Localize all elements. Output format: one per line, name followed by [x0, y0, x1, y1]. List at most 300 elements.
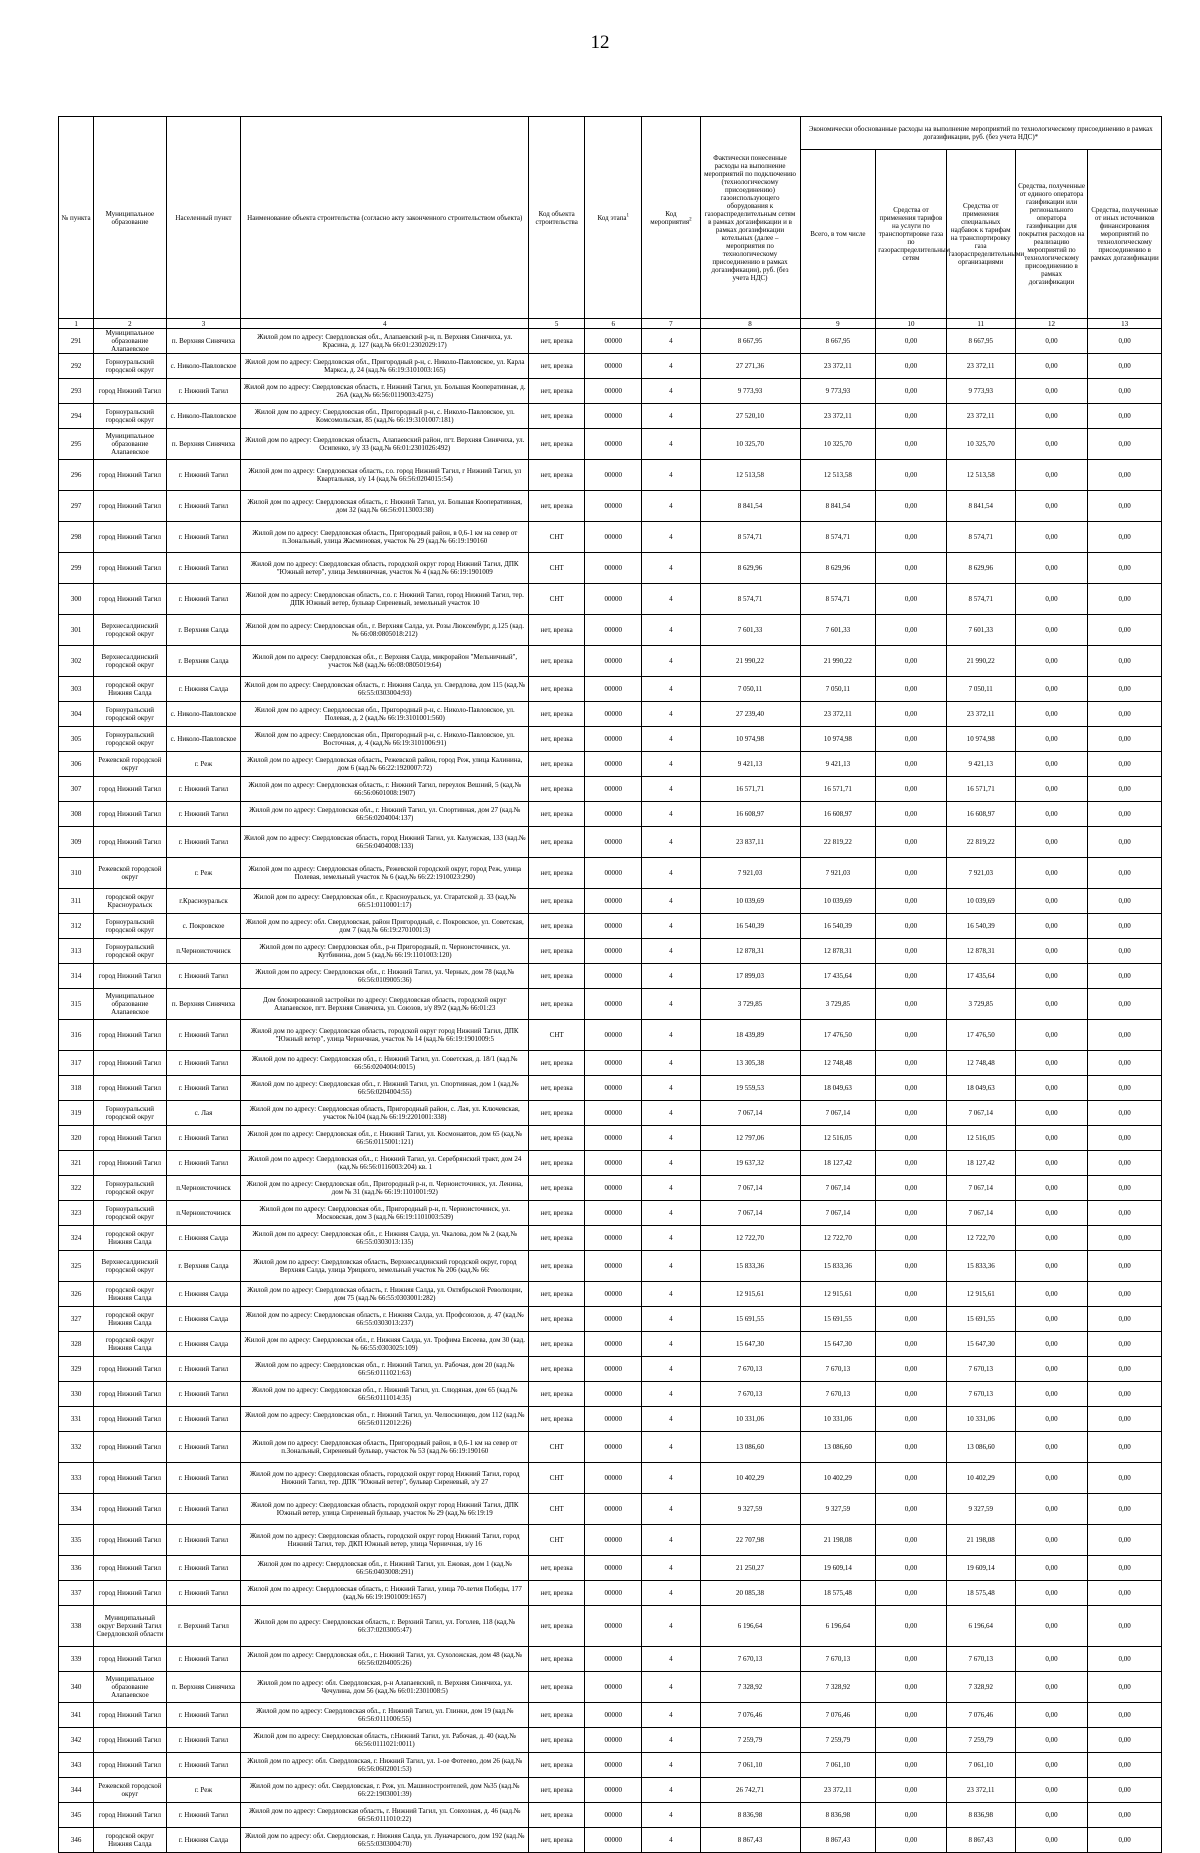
cell-stage-code: 00000 [585, 429, 642, 460]
cell-operator-funds: 0,00 [1015, 1407, 1088, 1432]
cell-object-code: нет, врезка [529, 1282, 585, 1307]
cell-actual-expenses: 7 067,14 [700, 1201, 800, 1226]
cell-num: 341 [59, 1703, 94, 1728]
cell-actual-expenses: 7 067,14 [700, 1101, 800, 1126]
cell-municipality: город Нижний Тагил [94, 1020, 167, 1051]
cell-measure-code: 4 [642, 1703, 700, 1728]
cell-operator-funds: 0,00 [1015, 1151, 1088, 1176]
cell-locality: п.Черноисточинск [166, 939, 241, 964]
cell-total: 12 513,58 [800, 460, 876, 491]
cell-municipality: город Нижний Тагил [94, 1803, 167, 1828]
cell-locality: г. Нижний Тагил [166, 1463, 241, 1494]
cell-surcharge-funds: 22 819,22 [946, 827, 1015, 858]
cell-operator-funds: 0,00 [1015, 677, 1088, 702]
cell-other-funds: 0,00 [1088, 1051, 1162, 1076]
cell-other-funds: 0,00 [1088, 964, 1162, 989]
table-row [59, 1407, 1162, 1432]
cell-municipality: Горноуральский городской округ [94, 939, 167, 964]
cell-object: Жилой дом по адресу: Свердловская область, городской округ город Нижний Тагил, ДПК "Южный ветер", улица Черничная, участок № 14 (кад.№ 66:19:1901009:5 [241, 1020, 529, 1051]
cell-num: 292 [59, 354, 94, 379]
cell-actual-expenses: 8 867,43 [700, 1828, 800, 1853]
cell-num: 344 [59, 1778, 94, 1803]
cell-surcharge-funds: 23 372,11 [946, 404, 1015, 429]
cell-surcharge-funds: 15 833,36 [946, 1251, 1015, 1282]
cell-object: Жилой дом по адресу: Свердловская область, г. Нижняя Салда, ул. Октябрьской Революции, дом 75 (кад.№ 66:55:0303001:282) [241, 1282, 529, 1307]
cell-tariff-funds: 0,00 [876, 939, 946, 964]
table-row [59, 964, 1162, 989]
cell-object-code: СНТ [529, 1525, 585, 1556]
cell-operator-funds: 0,00 [1015, 1728, 1088, 1753]
header-col3: Населенный пункт [166, 117, 241, 319]
cell-municipality: городской округ Нижняя Салда [94, 677, 167, 702]
table-row [59, 702, 1162, 727]
cell-other-funds: 0,00 [1088, 1728, 1162, 1753]
cell-actual-expenses: 8 574,71 [700, 522, 800, 553]
cell-measure-code: 4 [642, 1647, 700, 1672]
cell-object: Жилой дом по адресу: Свердловская обл., г. Нижний Тагил, ул. Спортивная, дом 1 (кад.№ 66:56:0204004:55) [241, 1076, 529, 1101]
column-numbers-row [59, 319, 1162, 329]
cell-num: 337 [59, 1581, 94, 1606]
cell-stage-code: 00000 [585, 584, 642, 615]
cell-object: Жилой дом по адресу: Свердловская обл., г. Верхняя Салда, ул. Розы Люксембург, д.125 (кад.№ 66:08:0805018:212) [241, 615, 529, 646]
cell-object-code: нет, врезка [529, 615, 585, 646]
cell-total: 10 402,29 [800, 1463, 876, 1494]
cell-surcharge-funds: 10 325,70 [946, 429, 1015, 460]
table-row [59, 939, 1162, 964]
cell-tariff-funds: 0,00 [876, 1332, 946, 1357]
cell-other-funds: 0,00 [1088, 1703, 1162, 1728]
cell-actual-expenses: 12 878,31 [700, 939, 800, 964]
table-row [59, 1494, 1162, 1525]
cell-object-code: нет, врезка [529, 1151, 585, 1176]
cell-operator-funds: 0,00 [1015, 858, 1088, 889]
cell-municipality: город Нижний Тагил [94, 522, 167, 553]
cell-municipality: город Нижний Тагил [94, 1647, 167, 1672]
cell-other-funds: 0,00 [1088, 1828, 1162, 1853]
cell-num: 324 [59, 1226, 94, 1251]
cell-locality: г.Красноуральск [166, 889, 241, 914]
cell-object-code: нет, врезка [529, 1051, 585, 1076]
cell-other-funds: 0,00 [1088, 1672, 1162, 1703]
cell-object: Жилой дом по адресу: Свердловская область, Верхнесалдинский городской округ, город Верхняя Салда, улица Урицкого, земельный участок № 206 (кад.№ 66: [241, 1251, 529, 1282]
cell-total: 8 841,54 [800, 491, 876, 522]
cell-surcharge-funds: 18 049,63 [946, 1076, 1015, 1101]
cell-stage-code: 00000 [585, 889, 642, 914]
cell-num: 326 [59, 1282, 94, 1307]
cell-locality: с. Николо-Павловское [166, 702, 241, 727]
table-row [59, 1753, 1162, 1778]
cell-surcharge-funds: 7 050,11 [946, 677, 1015, 702]
cell-stage-code: 00000 [585, 1525, 642, 1556]
column-number: 8 [700, 319, 800, 329]
table-row [59, 491, 1162, 522]
cell-actual-expenses: 10 402,29 [700, 1463, 800, 1494]
table-row [59, 646, 1162, 677]
cell-tariff-funds: 0,00 [876, 429, 946, 460]
cell-other-funds: 0,00 [1088, 1020, 1162, 1051]
column-number: 9 [800, 319, 876, 329]
cell-tariff-funds: 0,00 [876, 1251, 946, 1282]
cell-stage-code: 00000 [585, 1051, 642, 1076]
cell-total: 12 878,31 [800, 939, 876, 964]
cell-object-code: нет, врезка [529, 677, 585, 702]
cell-operator-funds: 0,00 [1015, 752, 1088, 777]
cell-operator-funds: 0,00 [1015, 1126, 1088, 1151]
cell-municipality: город Нижний Тагил [94, 802, 167, 827]
cell-stage-code: 00000 [585, 1703, 642, 1728]
cell-surcharge-funds: 7 076,46 [946, 1703, 1015, 1728]
cell-locality: г. Нижняя Салда [166, 1307, 241, 1332]
cell-locality: г. Нижний Тагил [166, 460, 241, 491]
cell-operator-funds: 0,00 [1015, 1282, 1088, 1307]
cell-num: 345 [59, 1803, 94, 1828]
cell-num: 330 [59, 1382, 94, 1407]
cell-total: 7 921,03 [800, 858, 876, 889]
cell-object: Жилой дом по адресу: Свердловская обл., г. Нижний Тагил, ул. Спортивная, дом 27 (кад.№ 66:56:0204004:137) [241, 802, 529, 827]
table-row [59, 727, 1162, 752]
cell-actual-expenses: 6 196,64 [700, 1606, 800, 1647]
cell-total: 23 372,11 [800, 1778, 876, 1803]
cell-measure-code: 4 [642, 491, 700, 522]
cell-object-code: нет, врезка [529, 702, 585, 727]
cell-stage-code: 00000 [585, 1357, 642, 1382]
cell-stage-code: 00000 [585, 1201, 642, 1226]
table-row [59, 1126, 1162, 1151]
cell-num: 309 [59, 827, 94, 858]
cell-municipality: город Нижний Тагил [94, 827, 167, 858]
cell-total: 7 601,33 [800, 615, 876, 646]
cell-tariff-funds: 0,00 [876, 354, 946, 379]
cell-locality: с. Николо-Павловское [166, 727, 241, 752]
cell-surcharge-funds: 9 327,59 [946, 1494, 1015, 1525]
cell-operator-funds: 0,00 [1015, 702, 1088, 727]
cell-measure-code: 4 [642, 1672, 700, 1703]
cell-stage-code: 00000 [585, 1581, 642, 1606]
table-row [59, 1282, 1162, 1307]
cell-surcharge-funds: 15 691,55 [946, 1307, 1015, 1332]
cell-stage-code: 00000 [585, 1728, 642, 1753]
cell-actual-expenses: 10 974,98 [700, 727, 800, 752]
cell-num: 294 [59, 404, 94, 429]
cell-stage-code: 00000 [585, 1494, 642, 1525]
cell-other-funds: 0,00 [1088, 584, 1162, 615]
cell-operator-funds: 0,00 [1015, 553, 1088, 584]
cell-locality: с. Николо-Павловское [166, 404, 241, 429]
cell-actual-expenses: 26 742,71 [700, 1778, 800, 1803]
cell-tariff-funds: 0,00 [876, 964, 946, 989]
cell-tariff-funds: 0,00 [876, 914, 946, 939]
cell-surcharge-funds: 21 198,08 [946, 1525, 1015, 1556]
cell-stage-code: 00000 [585, 1076, 642, 1101]
cell-object: Жилой дом по адресу: Свердловская обл., Алапаевский р-н, п. Верхняя Синячиха, ул. Красина, д. 127 (кад.№ 66:01:2302029:17) [241, 329, 529, 354]
cell-surcharge-funds: 8 629,96 [946, 553, 1015, 584]
cell-num: 301 [59, 615, 94, 646]
cell-surcharge-funds: 23 372,11 [946, 702, 1015, 727]
cell-object: Жилой дом по адресу: Свердловская обл., р-н Пригородный, п. Черноисточинск, ул. Кутбинина, дом 5 (кад.№ 66:19:1101003:120) [241, 939, 529, 964]
cell-actual-expenses: 16 608,97 [700, 802, 800, 827]
table-row [59, 1728, 1162, 1753]
cell-operator-funds: 0,00 [1015, 354, 1088, 379]
cell-object-code: нет, врезка [529, 777, 585, 802]
table-row [59, 1020, 1162, 1051]
cell-object-code: нет, врезка [529, 1581, 585, 1606]
cell-measure-code: 4 [642, 1307, 700, 1332]
cell-stage-code: 00000 [585, 777, 642, 802]
cell-measure-code: 4 [642, 1151, 700, 1176]
cell-tariff-funds: 0,00 [876, 615, 946, 646]
cell-actual-expenses: 15 833,36 [700, 1251, 800, 1282]
cell-operator-funds: 0,00 [1015, 1753, 1088, 1778]
cell-operator-funds: 0,00 [1015, 1556, 1088, 1581]
cell-other-funds: 0,00 [1088, 727, 1162, 752]
cell-other-funds: 0,00 [1088, 1778, 1162, 1803]
cell-other-funds: 0,00 [1088, 858, 1162, 889]
cell-tariff-funds: 0,00 [876, 1382, 946, 1407]
cell-object-code: нет, врезка [529, 404, 585, 429]
cell-tariff-funds: 0,00 [876, 1581, 946, 1606]
cell-operator-funds: 0,00 [1015, 889, 1088, 914]
cell-tariff-funds: 0,00 [876, 1076, 946, 1101]
cell-total: 8 667,95 [800, 329, 876, 354]
cell-num: 322 [59, 1176, 94, 1201]
cell-total: 15 691,55 [800, 1307, 876, 1332]
cell-stage-code: 00000 [585, 1407, 642, 1432]
cell-actual-expenses: 19 559,53 [700, 1076, 800, 1101]
cell-total: 23 372,11 [800, 404, 876, 429]
cell-object: Жилой дом по адресу: Свердловская область, г. Нижняя Салда, ул. Свердлова, дом 115 (кад.№ 66:55:0303004:93) [241, 677, 529, 702]
cell-surcharge-funds: 12 878,31 [946, 939, 1015, 964]
cell-other-funds: 0,00 [1088, 1581, 1162, 1606]
cell-object: Жилой дом по адресу: Свердловская обл., Пригородный р-н, п. Черноисточинск, ул. Московская, дом 3 (кад.№ 66:19:1101003:539) [241, 1201, 529, 1226]
cell-measure-code: 4 [642, 914, 700, 939]
cell-object: Жилой дом по адресу: Свердловская обл., г. Нижний Тагил, ул. Рабочая, дом 20 (кад.№ 66:56:0111021:63) [241, 1357, 529, 1382]
cell-operator-funds: 0,00 [1015, 1803, 1088, 1828]
cell-measure-code: 4 [642, 702, 700, 727]
cell-actual-expenses: 15 647,30 [700, 1332, 800, 1357]
cell-total: 9 421,13 [800, 752, 876, 777]
cell-num: 339 [59, 1647, 94, 1672]
cell-object-code: нет, врезка [529, 1778, 585, 1803]
table-row [59, 1803, 1162, 1828]
cell-object-code: нет, врезка [529, 1703, 585, 1728]
cell-locality: п.Черноисточинск [166, 1201, 241, 1226]
cell-other-funds: 0,00 [1088, 752, 1162, 777]
cell-stage-code: 00000 [585, 1647, 642, 1672]
cell-tariff-funds: 0,00 [876, 1051, 946, 1076]
cell-num: 320 [59, 1126, 94, 1151]
cell-actual-expenses: 18 439,89 [700, 1020, 800, 1051]
cell-num: 300 [59, 584, 94, 615]
cell-num: 318 [59, 1076, 94, 1101]
cell-measure-code: 4 [642, 1051, 700, 1076]
cell-other-funds: 0,00 [1088, 404, 1162, 429]
cell-object: Жилой дом по адресу: Свердловская обл., г. Нижний Тагил, ул. Советская, д. 18/1 (кад.№ 66:56:0204004:0015) [241, 1051, 529, 1076]
cell-num: 308 [59, 802, 94, 827]
cell-measure-code: 4 [642, 1020, 700, 1051]
cell-object: Жилой дом по адресу: обл. Свердловская, район Пригородный, с. Покровское, ул. Советская, дом 7 (кад.№ 66:19:2701001:3) [241, 914, 529, 939]
cell-measure-code: 4 [642, 677, 700, 702]
header-col7: Код мероприятия$^2$ [642, 117, 700, 319]
cell-operator-funds: 0,00 [1015, 914, 1088, 939]
cell-other-funds: 0,00 [1088, 1282, 1162, 1307]
cell-operator-funds: 0,00 [1015, 964, 1088, 989]
cell-num: 329 [59, 1357, 94, 1382]
cell-total: 21 990,22 [800, 646, 876, 677]
cell-municipality: Муниципальное образование Алапаевское [94, 1672, 167, 1703]
cell-locality: г. Нижний Тагил [166, 1728, 241, 1753]
cell-stage-code: 00000 [585, 1332, 642, 1357]
cell-operator-funds: 0,00 [1015, 1703, 1088, 1728]
column-number: 10 [876, 319, 946, 329]
cell-total: 10 325,70 [800, 429, 876, 460]
cell-surcharge-funds: 10 039,69 [946, 889, 1015, 914]
cell-locality: г. Верхняя Салда [166, 1251, 241, 1282]
cell-actual-expenses: 27 239,40 [700, 702, 800, 727]
cell-tariff-funds: 0,00 [876, 1126, 946, 1151]
cell-total: 7 670,13 [800, 1357, 876, 1382]
cell-actual-expenses: 16 571,71 [700, 777, 800, 802]
cell-stage-code: 00000 [585, 858, 642, 889]
cell-operator-funds: 0,00 [1015, 1828, 1088, 1853]
cell-operator-funds: 0,00 [1015, 1176, 1088, 1201]
cell-operator-funds: 0,00 [1015, 615, 1088, 646]
cell-num: 342 [59, 1728, 94, 1753]
cell-other-funds: 0,00 [1088, 1494, 1162, 1525]
cell-other-funds: 0,00 [1088, 989, 1162, 1020]
cell-object-code: нет, врезка [529, 1728, 585, 1753]
cell-num: 334 [59, 1494, 94, 1525]
cell-num: 313 [59, 939, 94, 964]
cell-total: 12 516,05 [800, 1126, 876, 1151]
cell-municipality: город Нижний Тагил [94, 1151, 167, 1176]
column-number: 5 [529, 319, 585, 329]
cell-object-code: СНТ [529, 1020, 585, 1051]
cell-surcharge-funds: 21 990,22 [946, 646, 1015, 677]
cell-surcharge-funds: 18 127,42 [946, 1151, 1015, 1176]
cell-object-code: нет, врезка [529, 460, 585, 491]
cell-stage-code: 00000 [585, 329, 642, 354]
cell-measure-code: 4 [642, 964, 700, 989]
cell-stage-code: 00000 [585, 1282, 642, 1307]
cell-actual-expenses: 7 670,13 [700, 1647, 800, 1672]
cell-num: 296 [59, 460, 94, 491]
cell-locality: г. Нижний Тагил [166, 1126, 241, 1151]
cell-other-funds: 0,00 [1088, 553, 1162, 584]
cell-num: 293 [59, 379, 94, 404]
table-row [59, 460, 1162, 491]
cell-num: 295 [59, 429, 94, 460]
cell-other-funds: 0,00 [1088, 379, 1162, 404]
cell-measure-code: 4 [642, 889, 700, 914]
cell-locality: г. Нижний Тагил [166, 964, 241, 989]
cell-surcharge-funds: 9 421,13 [946, 752, 1015, 777]
cell-other-funds: 0,00 [1088, 1407, 1162, 1432]
cell-tariff-funds: 0,00 [876, 379, 946, 404]
cell-other-funds: 0,00 [1088, 1251, 1162, 1282]
cell-other-funds: 0,00 [1088, 889, 1162, 914]
cell-measure-code: 4 [642, 1226, 700, 1251]
cell-stage-code: 00000 [585, 1307, 642, 1332]
cell-tariff-funds: 0,00 [876, 404, 946, 429]
cell-object: Дом блокированной застройки по адресу: Свердловская область, городской округ Алапаевское, пгт. Верхняя Синячиха, ул. Союзов, з/у 89/2 (кад.№ 66:01:23 [241, 989, 529, 1020]
cell-object-code: нет, врезка [529, 429, 585, 460]
cell-measure-code: 4 [642, 858, 700, 889]
cell-municipality: Горноуральский городской округ [94, 727, 167, 752]
cell-total: 19 609,14 [800, 1556, 876, 1581]
cell-surcharge-funds: 8 841,54 [946, 491, 1015, 522]
cell-other-funds: 0,00 [1088, 1332, 1162, 1357]
cell-other-funds: 0,00 [1088, 827, 1162, 858]
cell-object: Жилой дом по адресу: Свердловская обл., Пригородный р-н, с. Николо-Павловское, ул. Комсомольская, 85 (кад.№ 66:19:3101007:181) [241, 404, 529, 429]
cell-tariff-funds: 0,00 [876, 1525, 946, 1556]
cell-actual-expenses: 22 707,98 [700, 1525, 800, 1556]
cell-other-funds: 0,00 [1088, 777, 1162, 802]
cell-object: Жилой дом по адресу: обл. Свердловская, г. Реж, ул. Машиностроителей, дом №35 (кад.№ 66:22:1903001:39) [241, 1778, 529, 1803]
cell-stage-code: 00000 [585, 702, 642, 727]
cell-object-code: нет, врезка [529, 964, 585, 989]
cell-operator-funds: 0,00 [1015, 1201, 1088, 1226]
cell-measure-code: 4 [642, 522, 700, 553]
cell-total: 7 067,14 [800, 1176, 876, 1201]
cell-other-funds: 0,00 [1088, 1226, 1162, 1251]
cell-municipality: город Нижний Тагил [94, 553, 167, 584]
cell-locality: г. Нижний Тагил [166, 553, 241, 584]
cell-object-code: нет, врезка [529, 491, 585, 522]
table-row [59, 1307, 1162, 1332]
table-row [59, 1525, 1162, 1556]
cell-stage-code: 00000 [585, 727, 642, 752]
cell-measure-code: 4 [642, 1251, 700, 1282]
table-row [59, 1382, 1162, 1407]
cell-num: 343 [59, 1753, 94, 1778]
cell-actual-expenses: 7 050,11 [700, 677, 800, 702]
cell-actual-expenses: 20 085,38 [700, 1581, 800, 1606]
cell-measure-code: 4 [642, 379, 700, 404]
cell-total: 8 574,71 [800, 584, 876, 615]
cell-operator-funds: 0,00 [1015, 1357, 1088, 1382]
table-row [59, 615, 1162, 646]
cell-num: 336 [59, 1556, 94, 1581]
cell-object: Жилой дом по адресу: Свердловская обл., Пригородный р-н, с. Николо-Павловское, ул. Карла Маркса, д. 24 (кад.№ 66:19:3101003:165) [241, 354, 529, 379]
cell-locality: г. Нижняя Салда [166, 1226, 241, 1251]
cell-actual-expenses: 27 271,36 [700, 354, 800, 379]
cell-surcharge-funds: 23 372,11 [946, 354, 1015, 379]
cell-actual-expenses: 8 629,96 [700, 553, 800, 584]
cell-stage-code: 00000 [585, 1020, 642, 1051]
cell-object: Жилой дом по адресу: Свердловская область, г. Нижний Тагил, ул. Большая Кооперативная, дом 32 (кад.№ 66:56:0113003:38) [241, 491, 529, 522]
cell-stage-code: 00000 [585, 752, 642, 777]
cell-measure-code: 4 [642, 1282, 700, 1307]
cell-locality: г. Нижний Тагил [166, 1020, 241, 1051]
page-number: 12 [590, 32, 610, 53]
cell-surcharge-funds: 7 067,14 [946, 1176, 1015, 1201]
cell-tariff-funds: 0,00 [876, 1201, 946, 1226]
cell-actual-expenses: 10 325,70 [700, 429, 800, 460]
cell-object: Жилой дом по адресу: Свердловская обл., г. Нижняя Салда, ул. Трофима Евсеева, дом 30 (кад.№ 66:55:0303025:109) [241, 1332, 529, 1357]
cell-num: 310 [59, 858, 94, 889]
cell-tariff-funds: 0,00 [876, 1463, 946, 1494]
cell-measure-code: 4 [642, 329, 700, 354]
cell-locality: г. Нижний Тагил [166, 491, 241, 522]
cell-other-funds: 0,00 [1088, 1753, 1162, 1778]
cell-total: 18 575,48 [800, 1581, 876, 1606]
cell-municipality: город Нижний Тагил [94, 1051, 167, 1076]
cell-actual-expenses: 27 520,10 [700, 404, 800, 429]
cell-object: Жилой дом по адресу: Свердловская область, г. Нижний Тагил, переулок Вешний, 5 (кад.№ 66:56:0601008:1907) [241, 777, 529, 802]
table-row [59, 1201, 1162, 1226]
cell-locality: г. Нижний Тагил [166, 1051, 241, 1076]
cell-object-code: нет, врезка [529, 1251, 585, 1282]
